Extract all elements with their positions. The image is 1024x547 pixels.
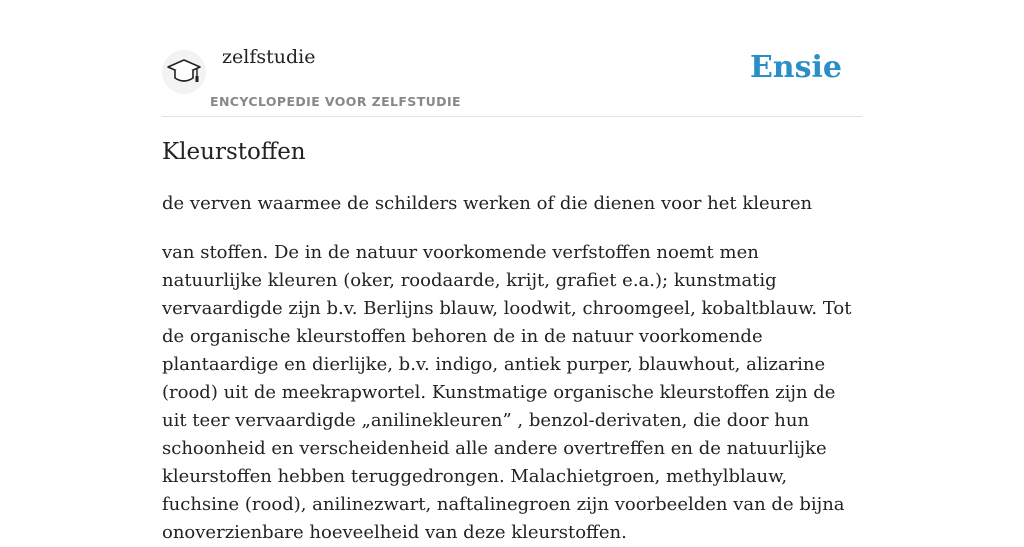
site-tagline: ENCYCLOPEDIE VOOR ZELFSTUDIE — [210, 94, 461, 109]
site-header — [162, 0, 862, 117]
article-subtitle: de verven waarmee de schilders werken of die dienen voor het kleuren — [162, 193, 813, 214]
brand-logo[interactable]: Ensie — [749, 50, 842, 85]
page — [162, 0, 862, 543]
site-name[interactable]: zelfstudie — [222, 46, 316, 68]
article-title: Kleurstoffen — [162, 139, 306, 165]
graduation-cap-icon[interactable] — [162, 50, 206, 94]
article-body: van stoffen. De in de natuur voorkomende verfstoffen noemt men natuurlijke kleuren (oker, roodaarde, krijt, grafiet e.a.); kunstmatig vervaardigde zijn b.v. Berlijns blauw, loodwit, chroomgeel, kobaltblauw. Tot de organische kleurstoffen behoren de in de natuur voorkomende plantaardige en dierlijke, b.v. indigo, antiek purper, blauwhout, alizarine (rood) uit de meekrapwortel. Kunstmatige organische kleurstoffen zijn de uit teer vervaardigde „anilinekleuren” , benzol-derivaten, die door hun schoonheid en verscheidenheid alle andere overtreffen en de natuurlijke kleurstoffen hebben teruggedrongen. Malachietgroen, methylblauw, fuchsine (rood), anilinezwart, naftalinegroen zijn voorbeelden van de bijna onoverzienbare hoeveelheid van deze kleurstoffen. — [162, 242, 852, 543]
